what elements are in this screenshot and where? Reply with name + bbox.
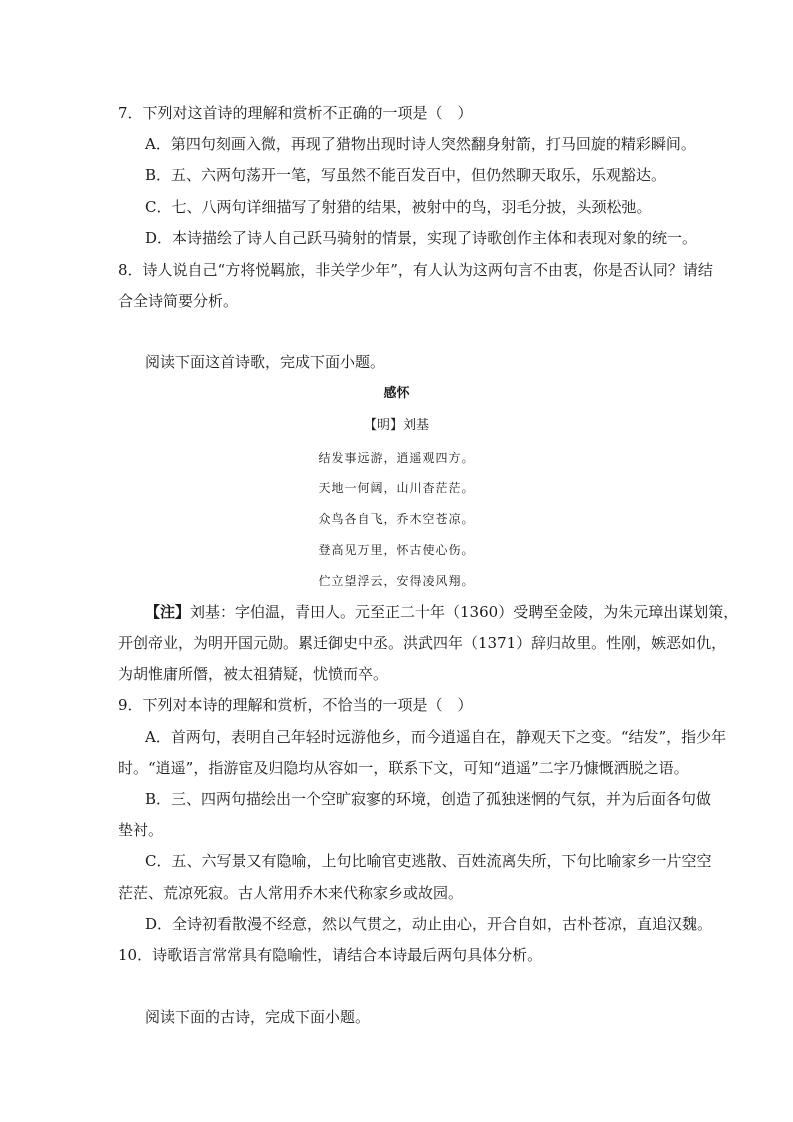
question-7-option-d: D．本诗描绘了诗人自己跃马骑射的情景，实现了诗歌创作主体和表现对象的统一。 [145,229,698,247]
question-7-stem: 7．下列对这首诗的理解和赏析不正确的一项是（ ） [118,104,473,122]
poem-verse: 登高见万里，怀古使心伤。 [318,543,475,557]
poem-verse: 众鸟各自飞，乔木空苍凉。 [318,512,475,526]
poem-verse: 天地一何阔，山川杳茫茫。 [318,481,475,495]
question-9-option-c: C．五、六写景又有隐喻，上句比喻官吏逃散、百姓流离失所，下句比喻家乡一片空空 [145,852,712,870]
reading-instruction: 阅读下面这首诗歌，完成下面小题。 [145,353,386,371]
poem-note-line-2: 开创帝业，为明开国元勋。累迁御史中丞。洪武四年（1371）辞归故里。性刚，嫉恶如仇， [118,634,727,652]
question-10: 10．诗歌语言常常具有隐喻性，请结合本诗最后两句具体分析。 [118,946,543,964]
question-8-line-2: 合全诗简要分析。 [118,292,239,310]
question-9-option-d: D．全诗初看散漫不经意，然以气贯之，动止由心，开合自如，古朴苍凉，直追汉魏。 [145,915,713,933]
question-9-option-c-cont: 茫茫、荒凉死寂。古人常用乔木来代称家乡或故园。 [118,884,464,902]
question-9-option-b-cont: 垫衬。 [118,821,164,839]
poem-verse: 结发事远游，逍遥观四方。 [318,451,475,465]
poem-author: 【明】刘基 [363,418,429,433]
question-8-line-1: 8．诗人说自己“方将悦羁旅，非关学少年”，有人认为这两句言不由衷，你是否认同？请结 [118,261,713,279]
question-7-option-b: B．五、六两句荡开一笔，写虽然不能百发百中，但仍然聊天取乐，乐观豁达。 [145,166,667,184]
note-tag: 【注】 [145,603,191,621]
reading-instruction-2: 阅读下面的古诗，完成下面小题。 [145,1008,371,1026]
question-9-option-a-cont: 时。“逍遥”，指游宦及归隐均从容如一，联系下文，可知“逍遥”二字乃慷慨洒脱之语。 [118,759,689,777]
poem-verse: 伫立望浮云，安得凌风翔。 [318,574,475,588]
question-9-option-a: A．首两句，表明自己年轻时远游他乡，而今逍遥自在，静观天下之变。“结发”，指少年 [145,728,727,746]
question-9-stem: 9．下列对本诗的理解和赏析，不恰当的一项是（ ） [118,696,473,714]
question-9-option-b: B．三、四两句描绘出一个空旷寂寥的环境，创造了孤独迷惘的气氛，并为后面各句做 [145,790,712,808]
question-7-option-a: A．第四句刻画入微，再现了猎物出现时诗人突然翻身射箭，打马回旋的精彩瞬间。 [145,135,696,153]
poem-note-line-1 [145,602,738,622]
poem-title: 感怀 [383,386,410,401]
note-text: 刘基：字伯温，青田人。元至正二十年（1360）受聘至金陵，为朱元璋出谋划策， [190,603,739,621]
question-7-option-c: C．七、八两句详细描写了射猎的结果，被射中的鸟，羽毛分披，头颈松弛。 [145,198,652,216]
poem-note-line-3: 为胡惟庸所僭，被太祖猜疑，忧愤而卒。 [118,665,389,683]
